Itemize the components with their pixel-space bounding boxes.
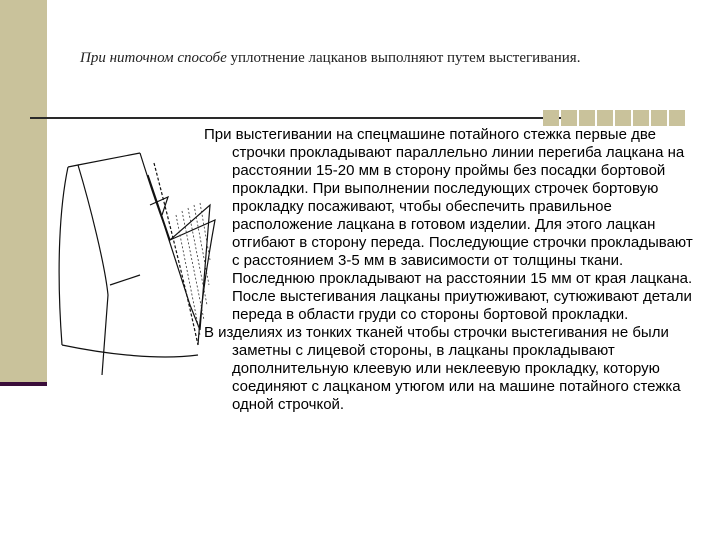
paragraph-thin-fabrics: В изделиях из тонких тканей чтобы строчки выстегивания не были заметны с лицевой стороны, в лацканы прокладывают дополнительную клеевую или неклеевую прокладку, которую соединяют с лацканом утюгом или на машине потайного стежка одной строчкой.: [204, 324, 681, 413]
hem-line: [62, 345, 198, 357]
decor-square: [651, 110, 667, 126]
paragraph-stitching: При выстегивании на спецмашине потайного стежка первые две строчки прокладывают параллельно линии перегиба лацкана на расстоянии 15-20 мм в сторону проймы без посадки бортовой прокладки. При выполнении последующих строчек бортовую прокладку посаживают, чтобы обеспечить правильное расположение лацкана в готовом изделии. Для этого лацкан отгибают в сторону переда. Последующие строчки прокладывают с расстоянием 3-5 мм в зависимости от толщины ткани. Последнюю прокладывают на расстоянии 15 мм от края лацкана. После выстегивания лацканы приутюживают, сутюживают детали переда в области груди со стороны бортовой прокладки.: [204, 126, 693, 323]
decor-square: [543, 110, 559, 126]
body-text: [204, 126, 704, 414]
decor-square: [597, 110, 613, 126]
sidebar-stripe: [0, 382, 47, 386]
lapel-roll-line: [154, 163, 198, 345]
lapel-outline: [148, 175, 210, 330]
decor-square: [561, 110, 577, 126]
sidebar-bar: [0, 0, 47, 382]
decor-square: [669, 110, 685, 126]
armhole-curve: [59, 167, 68, 345]
pocket-line: [110, 275, 140, 285]
slide-heading: [80, 48, 640, 68]
decor-square: [579, 110, 595, 126]
decor-square: [633, 110, 649, 126]
heading-rest: уплотнение лацканов выполняют путем выстегивания.: [226, 50, 581, 66]
jacket-front-outline: [68, 165, 108, 375]
decor-square: [615, 110, 631, 126]
title-divider: [30, 117, 570, 119]
shoulder-line: [78, 153, 140, 165]
heading-italic: При ниточном способе: [80, 50, 227, 66]
